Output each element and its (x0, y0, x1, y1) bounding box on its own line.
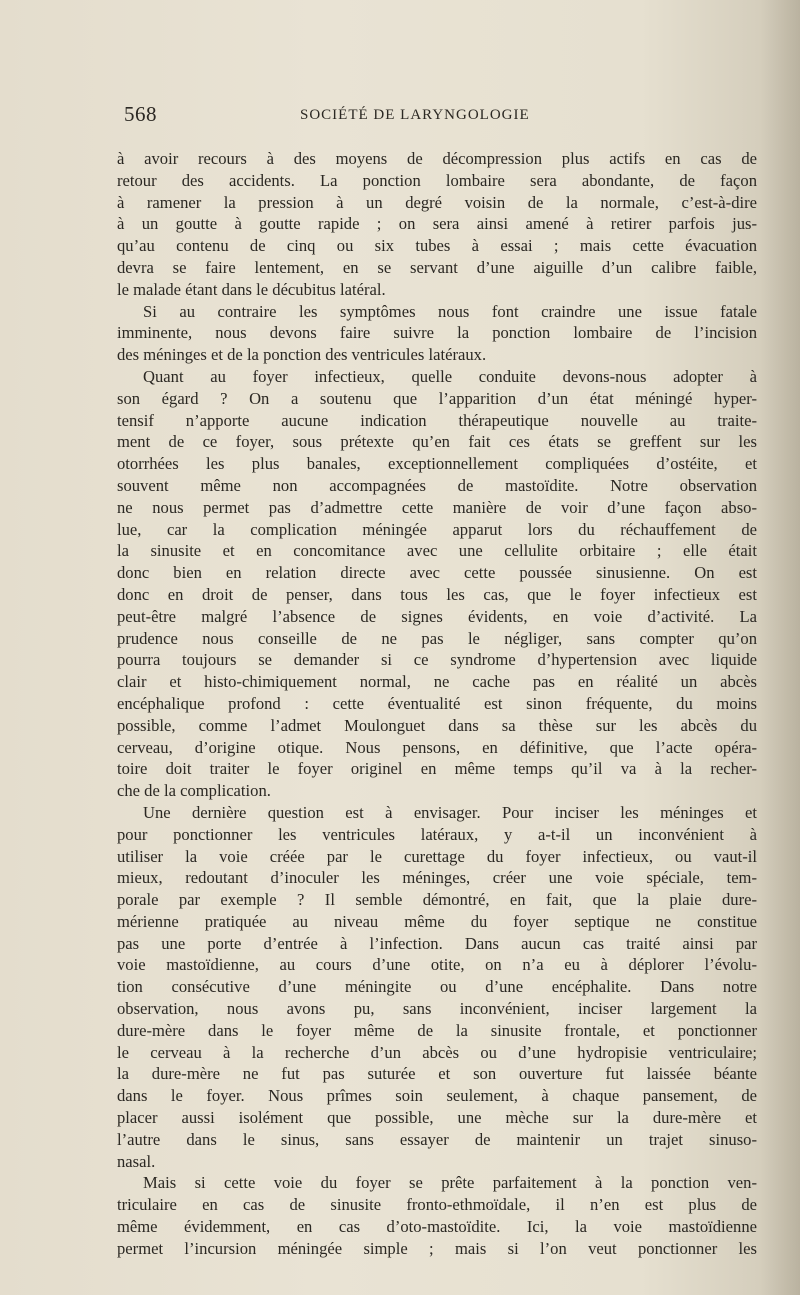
text-line: toire doit traiter le foyer originel en même temps qu’il va à la recher- (117, 759, 757, 779)
text-line: la dure-mère ne fut pas suturée et son ouverture fut laissée béante (117, 1064, 757, 1084)
text-line: Mais si cette voie du foyer se prête parfaitement à la ponction ven- (143, 1173, 757, 1193)
text-line: pour ponctionner les ventricules latéraux, y a-t-il un inconvénient à (117, 824, 757, 844)
text-line: à ramener la pression à un degré voisin de la normale, c’est-à-dire (117, 192, 757, 212)
text-line: imminente, nous devons faire suivre la ponction lombaire de l’incision (117, 323, 757, 343)
text-line: nasal. (117, 1151, 156, 1171)
text-line: l’autre dans le sinus, sans essayer de maintenir un trajet sinuso- (117, 1129, 757, 1149)
text-line: voie mastoïdienne, au cours d’une otite, on n’a eu à déplorer l’évolu- (117, 955, 757, 975)
text-line: son égard ? On a soutenu que l’apparition d’un état méningé hyper- (117, 388, 757, 408)
text-line: ne nous permet pas d’admettre cette manière de voir d’une façon abso- (117, 497, 757, 517)
running-title: SOCIÉTÉ DE LARYNGOLOGIE (300, 107, 530, 123)
text-line: Si au contraire les symptômes nous font craindre une issue fatale (143, 301, 757, 321)
text-line: clair et histo-chimiquement normal, ne cache pas en réalité un abcès (117, 672, 757, 692)
text-line: placer aussi isolément que possible, une mèche sur la dure-mère et (117, 1108, 757, 1128)
text-line: mieux, redoutant d’inoculer les méninges, créer une voie spéciale, tem- (117, 868, 757, 888)
text-line: le cerveau à la recherche d’un abcès ou d’une hydropisie ventriculaire; (117, 1042, 757, 1062)
text-line: retour des accidents. La ponction lombaire sera abondante, de façon (117, 170, 757, 190)
text-line: observation, nous avons pu, sans inconvénient, inciser largement la (117, 999, 757, 1019)
text-line: même évidemment, en cas d’oto-mastoïdite. Ici, la voie mastoïdienne (117, 1217, 757, 1237)
page-number: 568 (124, 102, 157, 126)
text-line: pourra toujours se demander si ce syndrome d’hypertension avec liquide (117, 650, 757, 670)
text-line: dure-mère dans le foyer même de la sinusite frontale, et ponctionner (117, 1020, 757, 1040)
text-line: qu’au contenu de cinq ou six tubes à essai ; mais cette évacuation (117, 236, 757, 256)
text-line: otorrhées les plus banales, exceptionnellement compliquées d’ostéite, et (117, 454, 757, 474)
text-line: cerveau, d’origine otique. Nous pensons, en définitive, que l’acte opéra- (117, 737, 757, 757)
text-line: possible, comme l’admet Moulonguet dans sa thèse sur les abcès du (117, 715, 757, 735)
text-line: encéphalique profond : cette éventualité est sinon fréquente, du moins (117, 693, 757, 713)
text-line: tensif n’apporte aucune indication thérapeutique nouvelle au traite- (117, 410, 757, 430)
text-line: lue, car la complication méningée apparut lors du réchauffement de (117, 519, 757, 539)
text-line: la sinusite et en concomitance avec une cellulite orbitaire ; elle était (117, 541, 757, 561)
text-line: prudence nous conseille de ne pas le négliger, sans compter qu’on (117, 628, 757, 648)
text-line: permet l’incursion méningée simple ; mais si l’on veut ponctionner les (117, 1238, 757, 1258)
text-line: à un goutte à goutte rapide ; on sera ainsi amené à retirer parfois jus- (117, 214, 757, 234)
text-line: souvent même non accompagnées de mastoïdite. Notre observation (117, 475, 757, 495)
text-line: peut-être malgré l’absence de signes évidents, en voie d’activité. La (117, 606, 757, 626)
text-line: donc bien en relation directe avec cette poussée sinusienne. On est (117, 563, 757, 583)
text-line: triculaire en cas de sinusite fronto-ethmoïdale, il n’en est plus de (117, 1195, 757, 1215)
text-line: des méninges et de la ponction des ventricules latéraux. (117, 345, 487, 365)
page-header (124, 102, 764, 132)
text-line: mérienne pratiquée au niveau même du foyer septique ne constitue (117, 911, 757, 931)
text-line: Quant au foyer infectieux, quelle conduite devons-nous adopter à (143, 366, 757, 386)
text-line: pas une porte d’entrée à l’infection. Dans aucun cas traité ainsi par (117, 933, 757, 953)
text-line: Une dernière question est à envisager. Pour inciser les méninges et (143, 802, 757, 822)
text-line: che de la complication. (117, 781, 271, 801)
text-line: tion consécutive d’une méningite ou d’une encéphalite. Dans notre (117, 977, 757, 997)
text-line: le malade étant dans le décubitus latéral. (117, 279, 386, 299)
body-text (117, 148, 757, 1260)
text-line: ment de ce foyer, sous prétexte qu’en fait ces états se greffent sur les (117, 432, 757, 452)
text-line: porale par exemple ? Il semble démontré, en fait, que la plaie dure- (117, 890, 757, 910)
text-line: utiliser la voie créée par le curettage du foyer infectieux, ou vaut-il (117, 846, 757, 866)
text-line: dans le foyer. Nous prîmes soin seulement, à chaque pansement, de (117, 1086, 757, 1106)
text-line: à avoir recours à des moyens de décompression plus actifs en cas de (117, 149, 757, 168)
text-line: donc en droit de penser, dans tous les cas, que le foyer infectieux est (117, 584, 757, 604)
text-line: devra se faire lentement, en se servant d’une aiguille d’un calibre faible, (117, 257, 757, 277)
page-edge-shadow (760, 0, 800, 1295)
